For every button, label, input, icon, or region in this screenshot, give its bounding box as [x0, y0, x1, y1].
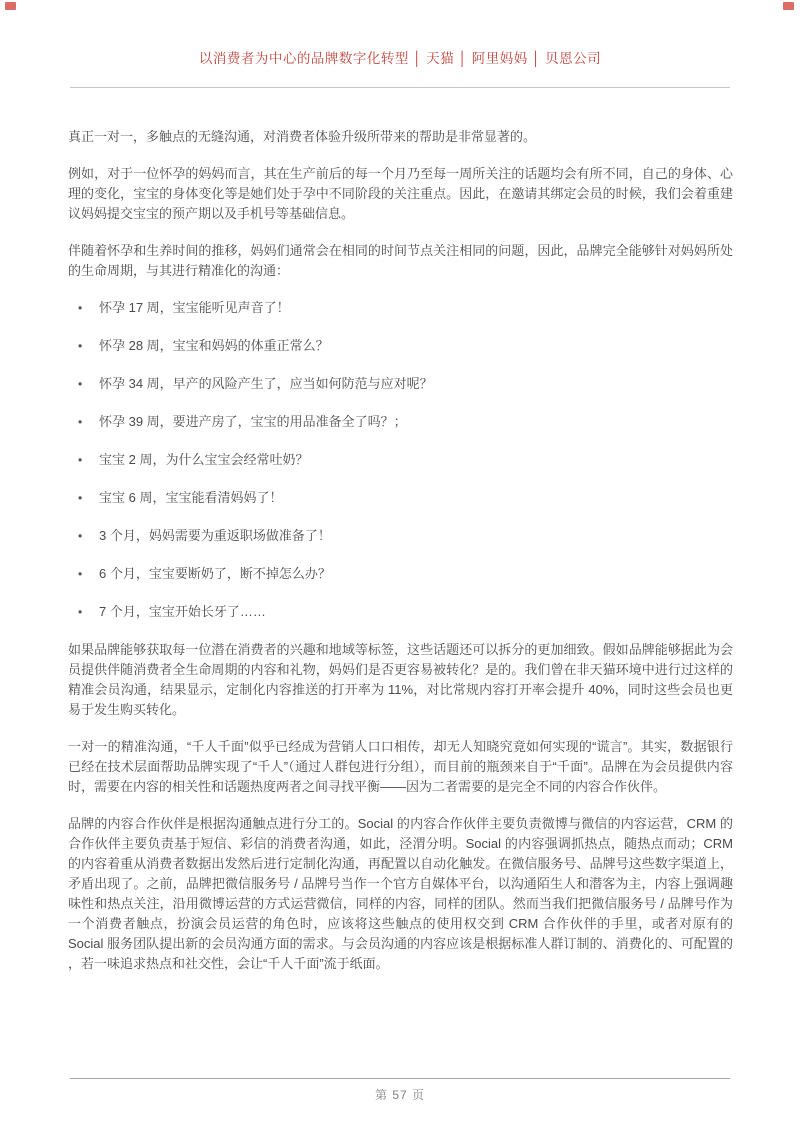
paragraph: 伴随着怀孕和生养时间的推移，妈妈们通常会在相同的时间节点关注相同的问题，因此，品牌完全能够针对妈妈所处的生命周期，与其进行精准化的沟通： [68, 243, 733, 278]
paragraph: 品牌的内容合作伙伴是根据沟通触点进行分工的。Social 的内容合作伙伴主要负责微博与微信的内容运营，CRM 的合作伙伴主要负责基于短信、彩信的消费者沟通，如此，泾渭分明。Social 的内容强调抓热点，随热点而动；CRM 的内容着重从消费者数据出发然后进行定制化沟通，再配置以自动化触发。在微信服务号、品牌号这些数字渠道上，矛盾出现了。之前，品牌把微信服务号 / 品牌号当作一个官方自媒体平台，以沟通陌生人和潜客为主，内容上强调趣味性和热点关注，沿用微博运营的方式运营微信，同样的内容，同样的团队。然而当我们把微信服务号 / 品牌号作为一个消费者触点，扮演会员运营的角色时，应该将这些触点的使用权交到 CRM 合作伙伴的手里，或者对原有的 Social 服务团队提出新的会员沟通方面的需求。与会员沟通的内容应该是根据标准人群订制的、消费化的、可配置的 ，若一味追求热点和社交性，会让“千人千面”流于纸面。 [68, 816, 733, 971]
paragraph: 例如，对于一位怀孕的妈妈而言，其在生产前后的每一个月乃至每一周所关注的话题均会有所不同，自己的身体、心理的变化，宝宝的身体变化等是她们处于孕中不同阶段的关注重点。因此，在邀请其绑定会员的时候，我们会着重建议妈妈提交宝宝的预产期以及手机号等基础信息。 [68, 166, 733, 221]
footer-divider [70, 1078, 730, 1079]
list-item-text: 宝宝 6 周，宝宝能看清妈妈了！ [99, 490, 283, 505]
list-item-text: 怀孕 34 周，早产的风险产生了，应当如何防范与应对呢？ [99, 376, 433, 391]
list-item [68, 488, 733, 508]
page-number: 第 57 页 [374, 1088, 426, 1102]
list-item-text: 3 个月，妈妈需要为重返职场做准备了！ [99, 528, 331, 543]
corner-watermark-fragment-left [5, 2, 16, 10]
list-item [68, 374, 733, 394]
list-item-text: 7 个月，宝宝开始长牙了…… [99, 604, 266, 619]
list-item-text: 怀孕 17 周，宝宝能听见声音了！ [99, 300, 290, 315]
page-body [68, 127, 733, 991]
list-item [68, 526, 733, 546]
list-item [68, 412, 733, 432]
paragraph: 真正一对一，多触点的无缝沟通，对消费者体验升级所带来的帮助是非常显著的。 [68, 129, 537, 144]
paragraph: 一对一的精准沟通，“千人千面”似乎已经成为营销人口口相传，却无人知晓究竟如何实现的“谎言”。其实，数据银行已经在技术层面帮助品牌实现了“千人”（通过人群包进行分组），而目前的瓶颈来自于“千面”。品牌在为会员提供内容时，需要在内容的相关性和话题热度两者之间寻找平衡——因为二者需要的是完全不同的内容合作伙伴。 [68, 739, 733, 794]
header-divider [70, 87, 730, 88]
list-item [68, 298, 733, 318]
report-header-title: 以消费者为中心的品牌数字化转型 │ 天猫 │ 阿里妈妈 │ 贝恩公司 [198, 51, 602, 66]
list-item [68, 602, 733, 622]
list-item-text: 怀孕 28 周，宝宝和妈妈的体重正常么？ [99, 338, 329, 353]
list-item [68, 336, 733, 356]
paragraph: 如果品牌能够获取每一位潜在消费者的兴趣和地域等标签，这些话题还可以拆分的更加细致。假如品牌能够据此为会员提供伴随消费者全生命周期的内容和礼物，妈妈们是否更容易被转化？是的。我们曾在非天猫环境中进行过这样的精准会员沟通，结果显示，定制化内容推送的打开率为 11%，对比常规内容打开率会提升 40%，同时这些会员也更易于发生购买转化。 [68, 642, 733, 717]
corner-watermark-fragment-right [783, 2, 794, 10]
lifecycle-topic-list [68, 298, 733, 622]
list-item [68, 450, 733, 470]
list-item-text: 宝宝 2 周，为什么宝宝会经常吐奶？ [99, 452, 309, 467]
list-item [68, 564, 733, 584]
list-item-text: 6 个月，宝宝要断奶了，断不掉怎么办？ [99, 566, 331, 581]
list-item-text: 怀孕 39 周，要进产房了，宝宝的用品准备全了吗？； [99, 414, 407, 429]
